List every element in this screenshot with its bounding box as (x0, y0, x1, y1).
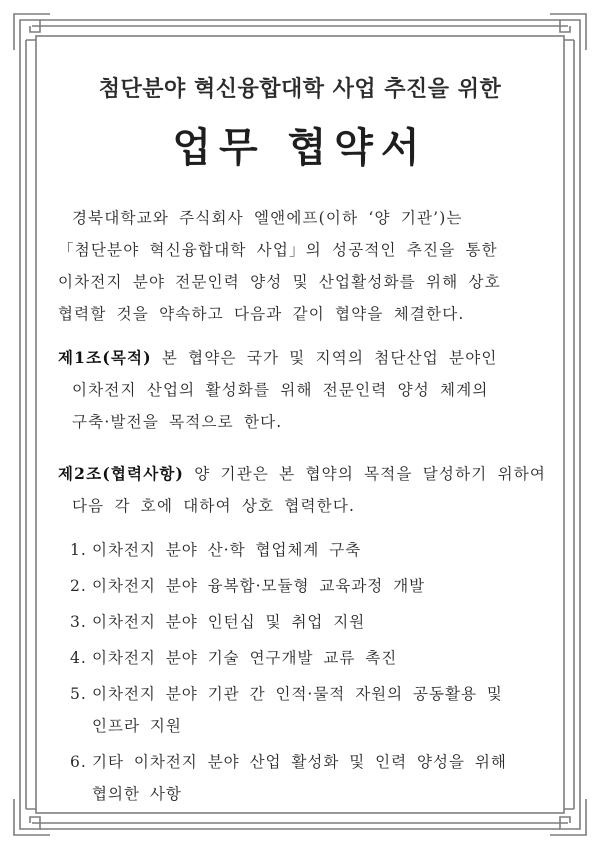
document-subtitle: 첨단분야 혁신융합대학 사업 추진을 위한 (98, 77, 502, 102)
article-2-first-line (58, 458, 556, 490)
list-item (70, 678, 550, 742)
list-item (70, 534, 550, 566)
article-2-text: 양 기관은 본 협약의 목적을 달성하기 위하여 (184, 465, 547, 483)
list-item-text: 이차전지 분야 융복합·모듈형 교육과정 개발 (92, 577, 426, 595)
list-item (70, 570, 550, 602)
list-item-number: 1. (70, 541, 87, 559)
article-2-line: 다음 각 호에 대하여 상호 협력한다. (72, 497, 356, 515)
list-item (70, 606, 550, 638)
list-item-text: 이차전지 분야 기술 연구개발 교류 촉진 (92, 649, 398, 667)
article-2 (58, 458, 556, 522)
list-item-text: 이차전지 분야 인턴십 및 취업 지원 (92, 613, 366, 631)
list-item (70, 746, 550, 810)
list-item-number: 2. (70, 577, 87, 595)
article-2-label: 제2조(협력사항) (58, 464, 185, 483)
cooperation-items-list (70, 534, 550, 810)
article-1-line: 구축·발전을 목적으로 한다. (72, 413, 283, 431)
list-item-text-continued: 협의한 사항 (92, 785, 182, 803)
list-item-number: 6. (70, 753, 87, 771)
list-item-text-continued: 인프라 지원 (92, 717, 182, 735)
article-1-text: 본 협약은 국가 및 지역의 첨단산업 분야인 (151, 349, 498, 367)
article-1-line: 이차전지 산업의 활성화를 위해 전문인력 양성 체계의 (72, 381, 489, 399)
list-item-number: 5. (70, 685, 87, 703)
list-item-number: 3. (70, 613, 87, 631)
list-item-text: 이차전지 분야 기관 간 인적·물적 자원의 공동활용 및 (92, 685, 503, 703)
preamble-paragraph (58, 202, 556, 330)
list-item-text: 이차전지 분야 산·학 협업체계 구축 (92, 541, 362, 559)
preamble-line: 협력할 것을 약속하고 다음과 같이 협약을 체결한다. (58, 305, 465, 323)
preamble-line: 경북대학교와 주식회사 엘앤에프(이하 ‘양 기관’)는 (72, 209, 463, 227)
article-1-first-line (58, 342, 556, 374)
document-title: 업무 협약서 (172, 125, 428, 171)
article-1 (58, 342, 556, 438)
article-1-label: 제1조(목적) (58, 348, 152, 367)
preamble-line: 「첨단분야 혁신융합대학 사업」의 성공적인 추진을 통한 (58, 241, 498, 259)
list-item-text: 기타 이차전지 분야 산업 활성화 및 인력 양성을 위해 (92, 753, 507, 771)
list-item-number: 4. (70, 649, 87, 667)
preamble-line: 이차전지 분야 전문인력 양성 및 산업활성화를 위해 상호 (58, 273, 501, 291)
list-item (70, 642, 550, 674)
